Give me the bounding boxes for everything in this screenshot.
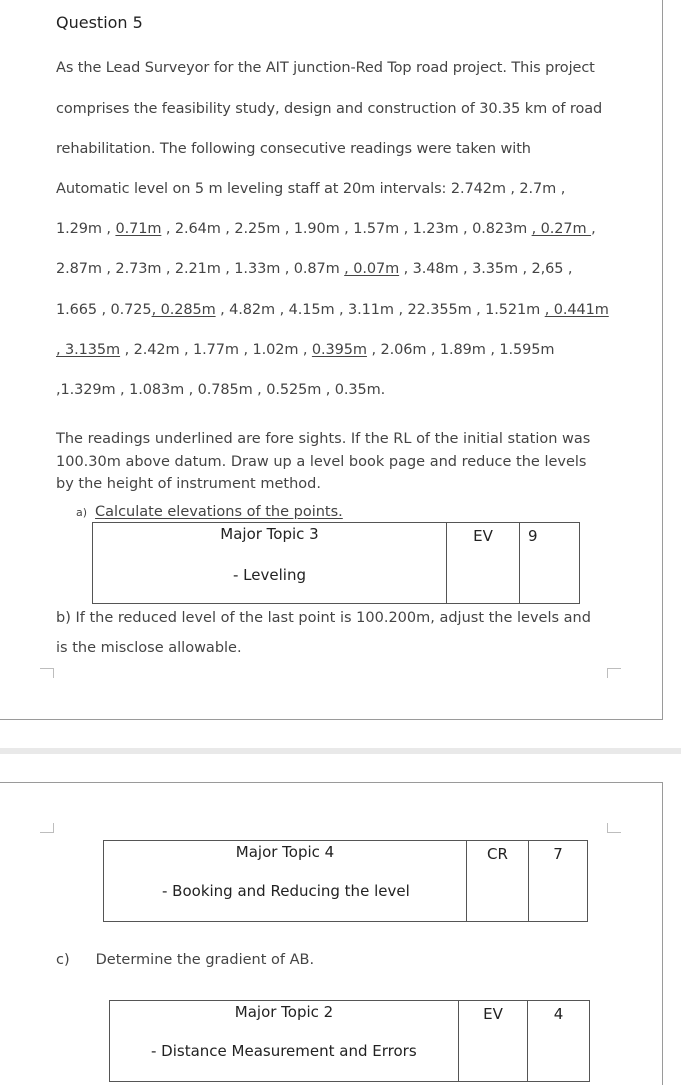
part-a-text: Calculate elevations of the points. <box>95 504 343 520</box>
foresight-reading: 0.395m <box>311 342 367 358</box>
reading-text: 1.29m , <box>56 221 116 237</box>
question-line <box>56 60 595 76</box>
part-a <box>76 504 343 520</box>
reading-text: As the Lead Surveyor for the AIT junction-Red Top road project. This project <box>56 60 595 76</box>
part-c-marker: c) <box>56 952 70 968</box>
topic-title: Major Topic 2 <box>234 1003 334 1021</box>
topic-subtitle: - Booking and Reducing the level <box>162 882 410 900</box>
crop-corner-mark <box>607 668 621 678</box>
foresight-reading: , 0.285m <box>151 302 216 318</box>
reading-text: , 4.82m , 4.15m , 3.11m , 22.355m , 1.521m <box>215 302 545 318</box>
reading-text: ,1.329m , 1.083m , 0.785m , 0.525m , 0.35m. <box>56 382 386 398</box>
reading-text: rehabilitation. The following consecutive readings were taken with <box>56 141 531 157</box>
topic-code: CR <box>487 845 508 863</box>
topic-box-distance <box>109 1000 590 1082</box>
question-line <box>56 141 531 157</box>
reading-text: , 2.64m , 2.25m , 1.90m , 1.57m , 1.23m , 0.823m <box>161 221 532 237</box>
crop-corner-mark <box>607 823 621 833</box>
crop-corner-mark <box>40 668 54 678</box>
crop-corner-mark <box>40 823 54 833</box>
topic-marks-cell <box>519 523 579 603</box>
foresight-reading: , 0.27m <box>531 221 592 237</box>
topic-code-cell <box>458 1001 527 1081</box>
reading-text: , <box>591 221 596 237</box>
part-b: b) If the reduced level of the last point is 100.200m, adjust the levels and is the misclose allowable. <box>56 610 591 656</box>
topic-subtitle: - Distance Measurement and Errors <box>151 1042 417 1060</box>
topic-code: EV <box>483 1005 503 1023</box>
reading-text: comprises the feasibility study, design and construction of 30.35 km of road <box>56 101 603 117</box>
topic-marks-cell <box>528 841 587 921</box>
question-line <box>56 261 572 277</box>
topic-code: EV <box>473 527 493 545</box>
topic-marks: 9 <box>528 527 538 545</box>
reading-text: , 3.48m , 3.35m , 2,65 , <box>399 261 573 277</box>
topic-title: Major Topic 4 <box>235 843 335 861</box>
part-c-text: Determine the gradient of AB. <box>95 952 315 968</box>
topic-subtitle: - Leveling <box>233 566 306 584</box>
question-line <box>56 181 565 197</box>
document-page-2 <box>0 782 663 1085</box>
topic-marks-cell <box>527 1001 589 1081</box>
topic-code-cell <box>466 841 528 921</box>
topic-code-cell <box>446 523 519 603</box>
question-title: Question 5 <box>56 13 143 32</box>
part-c <box>56 952 314 968</box>
reading-text: Automatic level on 5 m leveling staff at 20m intervals: 2.742m , 2.7m , <box>56 181 566 197</box>
reading-text: 2.87m , 2.73m , 2.21m , 1.33m , 0.87m <box>56 261 345 277</box>
reading-text: , 2.06m , 1.89m , 1.595m <box>366 342 555 358</box>
question-line <box>56 382 385 398</box>
topic-marks: 7 <box>553 845 563 863</box>
reading-text: , 2.42m , 1.77m , 1.02m , <box>120 342 312 358</box>
topic-marks: 4 <box>553 1005 564 1023</box>
question-line <box>56 302 609 318</box>
question-line <box>56 221 596 237</box>
reading-text: 1.665 , 0.725 <box>56 302 152 318</box>
page-separator <box>0 748 681 754</box>
instruction-paragraph: The readings underlined are fore sights. If the RL of the initial station was 100.30m above datum. Draw up a level book page and reduce the levels by the height of instrument method. <box>56 431 591 492</box>
foresight-reading: , 0.441m <box>544 302 609 318</box>
foresight-reading: , 3.135m <box>56 342 121 358</box>
topic-box-booking <box>103 840 588 922</box>
question-line <box>56 101 602 117</box>
question-line <box>56 342 554 358</box>
foresight-reading: 0.71m <box>115 221 162 237</box>
topic-box-leveling <box>92 522 580 604</box>
foresight-reading: , 0.07m <box>344 261 400 277</box>
part-a-marker: a) <box>76 506 88 519</box>
topic-title: Major Topic 3 <box>220 525 319 543</box>
